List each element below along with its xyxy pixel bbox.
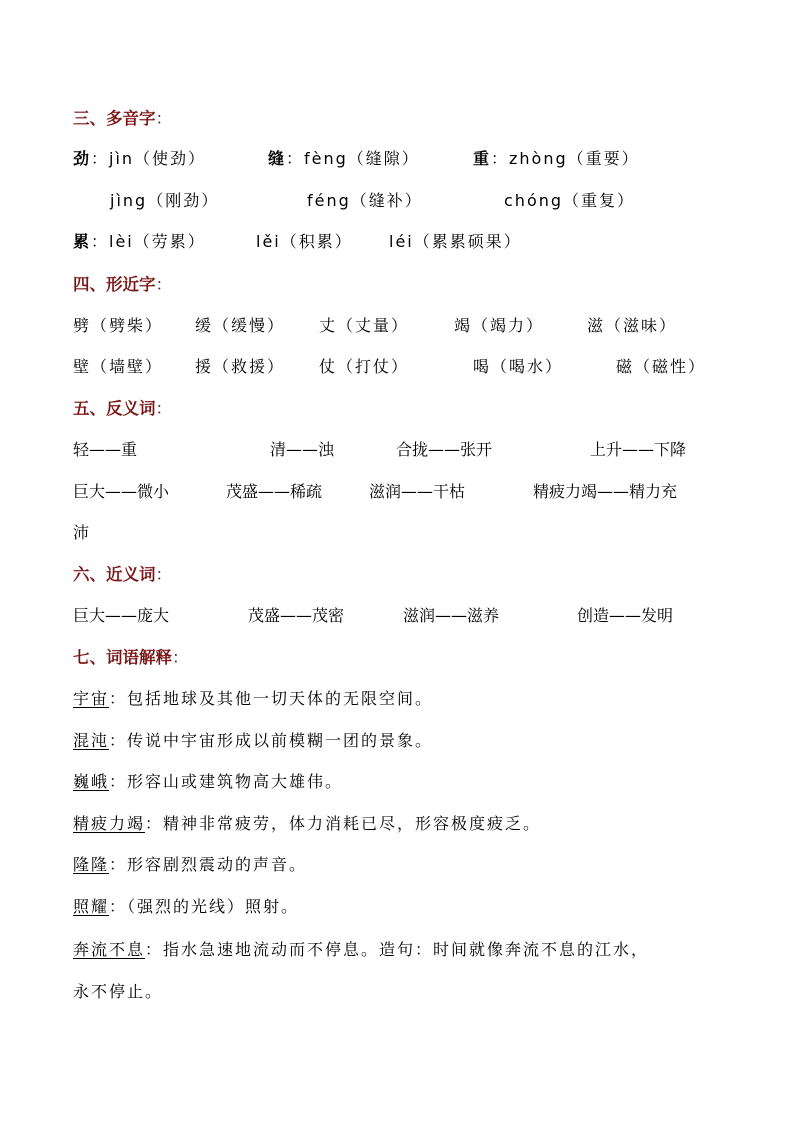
polyphonic-entry-lei3: lěi（积累） [256, 232, 353, 251]
entry-char: 劲 [73, 149, 92, 168]
similar-char-item: 劈（劈柴） [73, 316, 164, 335]
definition-term: 巍峨 [73, 772, 110, 791]
similar-char-item: 缓（缓慢） [195, 316, 286, 335]
definition-text: ：形容山或建筑物高大雄伟。 [109, 772, 344, 791]
heading-colon: ： [155, 109, 172, 128]
similar-char-item: 滋（滋味） [587, 316, 678, 335]
heading-text: 六、近义词 [73, 565, 156, 584]
heading-colon: ： [155, 399, 172, 418]
polyphonic-entry-lei2: léi（累累硕果） [389, 232, 522, 251]
antonym-pair: 巨大——微小 [73, 482, 170, 501]
section-heading-similar-chars [73, 273, 172, 297]
similar-char-item: 仗（打仗） [319, 357, 410, 376]
heading-text: 五、反义词 [73, 399, 156, 418]
synonym-pair: 创造——发明 [577, 606, 674, 625]
definition-term: 混沌 [73, 731, 110, 750]
heading-colon: ： [172, 648, 189, 667]
entry-char: 重 [473, 149, 492, 168]
antonym-pair: 精疲力竭——精力充 [533, 482, 678, 501]
section-heading-antonyms [73, 397, 172, 421]
heading-text: 四、形近字 [73, 275, 156, 294]
definition-text: ：精神非常疲劳，体力消耗已尽，形容极度疲乏。 [145, 814, 542, 833]
similar-char-item: 壁（墙壁） [73, 357, 164, 376]
heading-colon: ： [155, 565, 172, 584]
synonym-pair: 茂盛——茂密 [248, 606, 345, 625]
antonym-pair: 合拢——张开 [396, 440, 493, 459]
synonym-pair: 滋润——滋养 [403, 606, 500, 625]
definition-term: 隆隆 [73, 855, 110, 874]
definition-item-yuzhou [73, 687, 433, 711]
definition-term: 奔流不息 [73, 940, 146, 959]
definition-item-weie [73, 770, 343, 794]
polyphonic-entry-jing: jìng（刚劲） [110, 191, 220, 210]
definition-text: ：（强烈的光线）照射。 [109, 897, 300, 916]
synonym-pair: 巨大——庞大 [73, 606, 170, 625]
definition-item-zhaoyao [73, 895, 299, 919]
heading-text: 三、多音字 [73, 109, 156, 128]
antonym-pair: 轻——重 [73, 440, 138, 459]
entry-char: 缝 [268, 149, 287, 168]
entry-reading: ：lèi（劳累） [91, 232, 206, 251]
polyphonic-entry-jin [73, 147, 206, 171]
definition-item-hundun [73, 729, 433, 753]
polyphonic-entry-chong: chóng（重复） [504, 191, 636, 210]
definition-item-longlong [73, 853, 307, 877]
entry-char: 累 [73, 232, 92, 251]
entry-reading: ：fèng（缝隙） [286, 149, 420, 168]
definition-term: 宇宙 [73, 689, 110, 708]
definition-text: ：形容剧烈震动的声音。 [109, 855, 308, 874]
antonym-pair: 上升——下降 [590, 440, 687, 459]
similar-char-item: 援（救援） [195, 357, 286, 376]
antonyms-continuation: 沛 [73, 523, 90, 542]
polyphonic-entry-lei [73, 230, 206, 254]
polyphonic-entry-zhong [473, 147, 640, 171]
definition-term: 精疲力竭 [73, 814, 146, 833]
definition-item-benliubuxi [73, 938, 649, 962]
definition-term: 照耀 [73, 897, 110, 916]
antonym-pair: 滋润——干枯 [369, 482, 466, 501]
definition-item-jingpilijie [73, 812, 541, 836]
heading-text: 七、词语解释 [73, 648, 172, 667]
similar-char-item: 磁（磁性） [616, 357, 707, 376]
antonym-pair: 清——浊 [270, 440, 335, 459]
section-heading-polyphonic [73, 107, 172, 131]
heading-colon: ： [155, 275, 172, 294]
definition-text: ：包括地球及其他一切天体的无限空间。 [109, 689, 434, 708]
similar-char-item: 喝（喝水） [473, 357, 564, 376]
definition-continuation: 永不停止。 [73, 982, 164, 1001]
polyphonic-entry-feng2: féng（缝补） [307, 191, 423, 210]
section-heading-synonyms [73, 563, 172, 587]
antonym-pair: 茂盛——稀疏 [226, 482, 323, 501]
similar-char-item: 竭（竭力） [454, 316, 545, 335]
polyphonic-entry-feng [268, 147, 420, 171]
entry-reading: ：zhòng（重要） [491, 149, 640, 168]
definition-text: ：传说中宇宙形成以前模糊一团的景象。 [109, 731, 434, 750]
definition-text: ：指水急速地流动而不停息。造句：时间就像奔流不息的江水， [145, 940, 650, 959]
similar-char-item: 丈（丈量） [319, 316, 410, 335]
entry-reading: ：jìn（使劲） [91, 149, 207, 168]
section-heading-word-explanations [73, 646, 189, 670]
